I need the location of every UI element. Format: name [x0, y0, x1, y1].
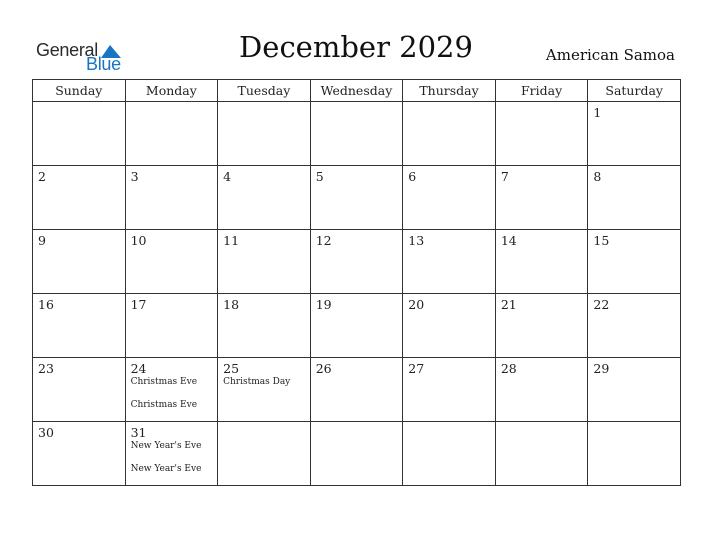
day-cell	[403, 358, 496, 422]
logo-text-general: General	[36, 40, 98, 60]
day-cell	[588, 294, 681, 358]
weekday-header: Thursday	[403, 80, 496, 102]
day-number: 29	[593, 361, 610, 376]
day-number: 30	[38, 425, 54, 440]
holiday-label: New Year's Eve	[130, 441, 202, 451]
day-number: 23	[38, 361, 54, 376]
day-cell	[403, 294, 496, 358]
holiday-label: Christmas Eve	[130, 377, 198, 387]
weekday-header: Friday	[495, 80, 588, 102]
day-cell	[33, 102, 126, 166]
calendar-title: December 2029	[239, 30, 473, 64]
day-number: 27	[408, 361, 425, 376]
day-cell	[588, 102, 681, 166]
day-cell	[33, 166, 126, 230]
day-cell	[310, 358, 403, 422]
day-number: 17	[130, 297, 147, 312]
day-number: 25	[223, 361, 240, 376]
day-cell	[403, 102, 496, 166]
day-number: 7	[500, 169, 509, 184]
holiday-label: Christmas Day	[223, 377, 291, 387]
day-cell	[218, 166, 311, 230]
day-cell	[33, 358, 126, 422]
day-cell	[588, 422, 681, 486]
day-number: 10	[130, 233, 147, 248]
day-cell	[495, 166, 588, 230]
day-number: 26	[315, 361, 332, 376]
day-number: 19	[315, 297, 332, 312]
day-number: 14	[500, 233, 517, 248]
weekday-header: Monday	[125, 80, 218, 102]
day-cell	[310, 166, 403, 230]
day-number: 13	[408, 233, 425, 248]
day-number: 24	[130, 361, 147, 376]
weekday-header-row	[33, 80, 681, 102]
day-number: 4	[223, 169, 232, 184]
day-cell	[495, 102, 588, 166]
day-cell	[310, 102, 403, 166]
day-cell	[33, 422, 126, 486]
day-cell	[495, 422, 588, 486]
day-cell	[403, 230, 496, 294]
day-number: 1	[593, 105, 602, 120]
day-cell	[403, 422, 496, 486]
day-cell	[33, 230, 126, 294]
week-row	[33, 102, 681, 166]
day-number: 15	[593, 233, 610, 248]
day-cell	[218, 230, 311, 294]
day-number: 2	[38, 169, 46, 184]
day-number: 22	[593, 297, 610, 312]
weekday-header: Wednesday	[310, 80, 403, 102]
day-number: 18	[223, 297, 240, 312]
week-row	[33, 294, 681, 358]
day-cell	[125, 230, 218, 294]
day-cell	[495, 230, 588, 294]
day-cell	[495, 358, 588, 422]
day-cell	[218, 422, 311, 486]
weekday-header: Sunday	[33, 80, 126, 102]
day-number: 28	[500, 361, 517, 376]
day-cell	[218, 358, 311, 422]
day-cell	[33, 294, 126, 358]
week-row	[33, 422, 681, 486]
holiday-label: New Year's Eve	[130, 464, 202, 474]
day-number: 11	[223, 233, 240, 248]
day-cell	[125, 102, 218, 166]
holiday-label: Christmas Eve	[130, 400, 198, 410]
day-cell	[495, 294, 588, 358]
region-label: American Samoa	[545, 46, 675, 64]
day-cell	[310, 294, 403, 358]
logo-text-blue: Blue	[86, 54, 121, 74]
day-cell	[125, 294, 218, 358]
day-cell	[125, 358, 218, 422]
day-number: 21	[500, 297, 517, 312]
week-row	[33, 230, 681, 294]
day-number: 3	[130, 169, 139, 184]
day-number: 6	[408, 169, 417, 184]
day-number: 31	[130, 425, 147, 440]
day-number: 5	[315, 169, 324, 184]
day-number: 16	[38, 297, 54, 312]
weekday-header: Tuesday	[218, 80, 311, 102]
day-number: 20	[408, 297, 425, 312]
day-cell	[310, 422, 403, 486]
week-row	[33, 358, 681, 422]
day-cell	[588, 358, 681, 422]
day-cell	[588, 230, 681, 294]
day-cell	[125, 166, 218, 230]
day-cell	[218, 102, 311, 166]
day-cell	[310, 230, 403, 294]
week-row	[33, 166, 681, 230]
day-number: 12	[315, 233, 332, 248]
day-number: 8	[593, 169, 602, 184]
day-cell	[588, 166, 681, 230]
day-cell	[403, 166, 496, 230]
calendar-grid	[32, 79, 681, 486]
day-cell	[218, 294, 311, 358]
day-cell	[125, 422, 218, 486]
day-number: 9	[38, 233, 46, 248]
weekday-header: Saturday	[588, 80, 681, 102]
